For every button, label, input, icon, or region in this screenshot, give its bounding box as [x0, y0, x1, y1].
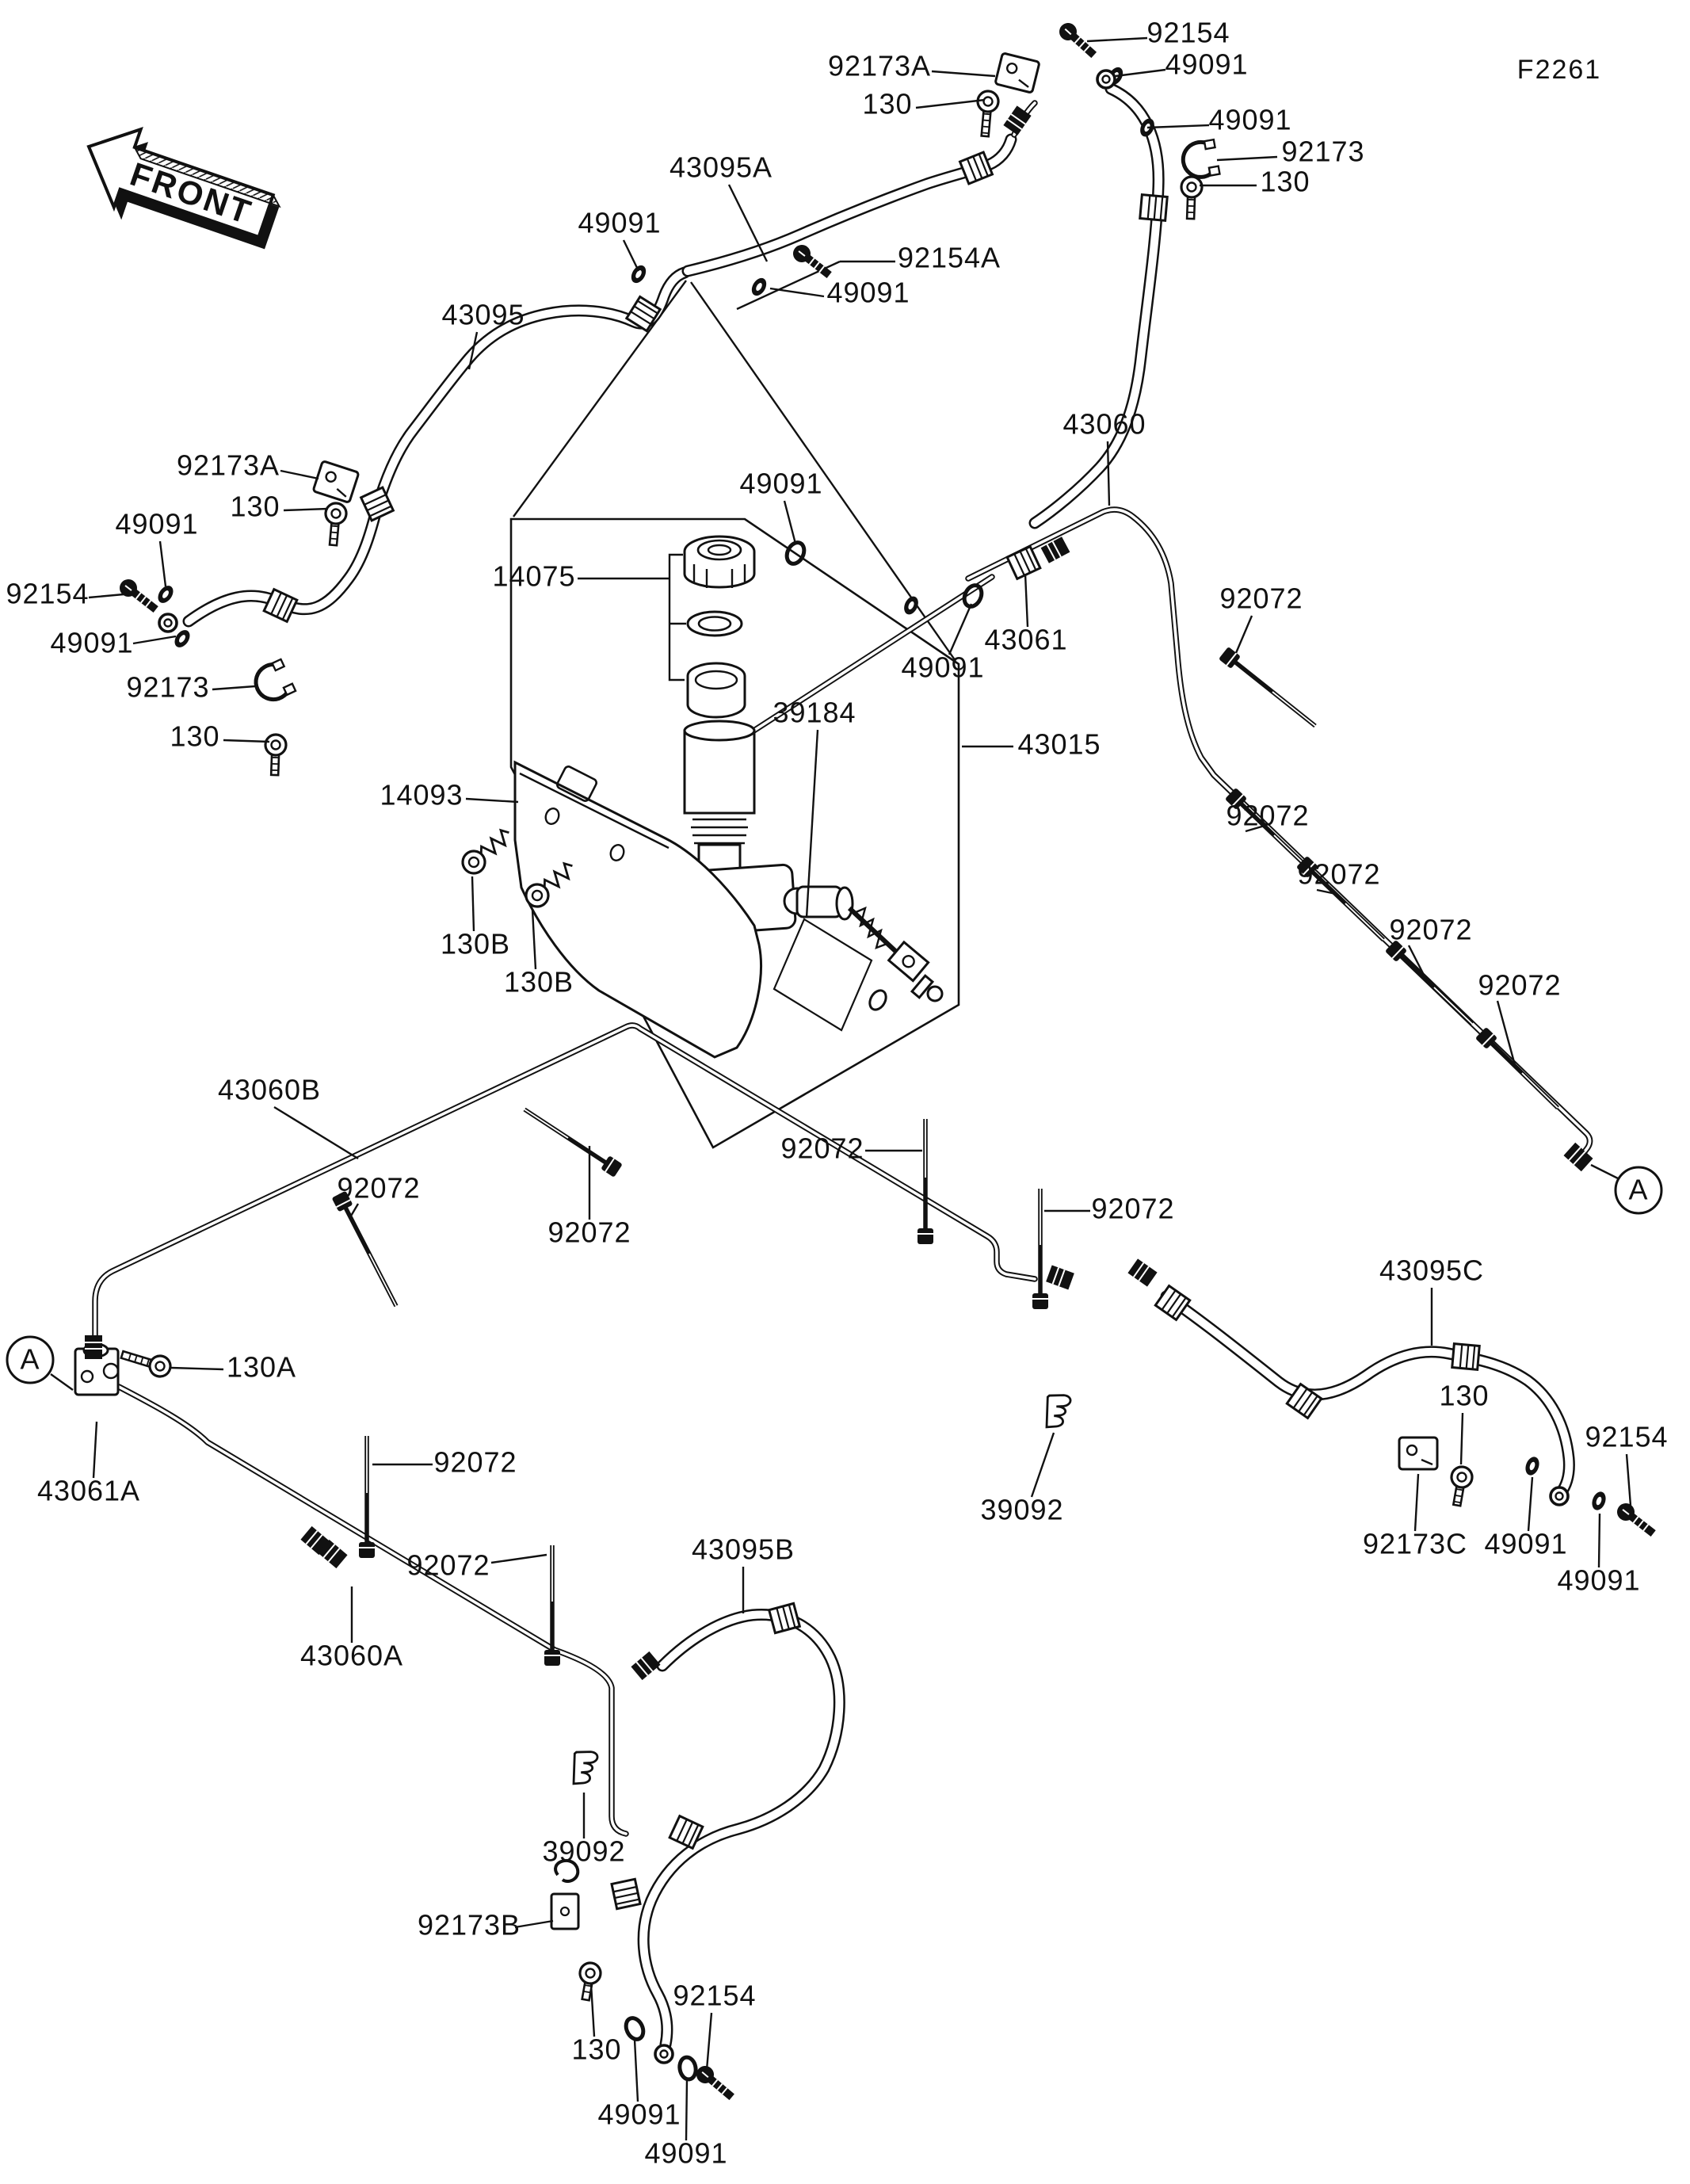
- leader-line: [274, 1107, 358, 1159]
- brake-hose-top-right: [1035, 89, 1158, 523]
- joint-kit-39184-box: [774, 919, 872, 1030]
- leader-line: [770, 288, 824, 296]
- part-label-43095: 43095: [441, 298, 525, 331]
- front-label: FRONT: [125, 155, 258, 232]
- part-label-49091: 49091: [1484, 1527, 1568, 1560]
- nutb-glyph: [1127, 1258, 1157, 1286]
- leader-line: [1087, 38, 1147, 41]
- washer-glyph: [902, 594, 921, 617]
- part-label-92173A: 92173A: [176, 449, 280, 482]
- part-label-49091: 49091: [739, 467, 823, 500]
- brake-pipe-43060B: [95, 1025, 1035, 1339]
- cclamp-glyph: [1181, 139, 1220, 180]
- part-label-39092: 39092: [980, 1493, 1064, 1526]
- part-label-92154: 92154: [6, 577, 90, 610]
- part-label-14075: 14075: [492, 559, 576, 593]
- part-label-43060A: 43060A: [299, 1639, 404, 1672]
- part-label-43095C: 43095C: [1379, 1254, 1485, 1287]
- collar-glyph: [612, 1879, 640, 1909]
- leader-line: [591, 1984, 594, 2037]
- leader-line: [1147, 125, 1209, 128]
- hook-glyph: [551, 1861, 578, 1929]
- part-label-92072: 92072: [1091, 1192, 1175, 1225]
- bracketp-glyph: [313, 461, 359, 503]
- banjo-glyph: [655, 2045, 673, 2063]
- leader-line: [916, 100, 985, 108]
- leader-line: [784, 501, 795, 544]
- part-label-92072: 92072: [337, 1171, 421, 1205]
- leader-line: [1528, 1477, 1532, 1531]
- leader-line: [89, 594, 124, 598]
- leader-line: [1032, 1433, 1054, 1497]
- leader-line: [1415, 1474, 1418, 1531]
- leader-line: [1461, 1413, 1463, 1464]
- bolt-glyph: [1447, 1465, 1474, 1507]
- part-label-92173C: 92173C: [1362, 1527, 1468, 1560]
- springbolt-glyph: [458, 824, 516, 878]
- bracketp-glyph: [1399, 1438, 1437, 1469]
- oring-glyph: [678, 2056, 698, 2080]
- cable-tie-92072: [917, 1119, 933, 1244]
- part-label-92173: 92173: [1281, 135, 1365, 168]
- brake-hose-43095C: [1166, 1296, 1569, 1493]
- bolt-glyph: [975, 90, 999, 137]
- screwb-glyph: [693, 2063, 738, 2104]
- bracketp-glyph: [995, 53, 1040, 93]
- leader-line: [624, 240, 639, 271]
- part-label-92154: 92154: [673, 1979, 757, 2012]
- cclamp-glyph: [250, 659, 296, 705]
- leader-line: [635, 2040, 638, 2102]
- cable-tie-92072: [1475, 1027, 1558, 1108]
- part-label-49091: 49091: [1208, 103, 1292, 136]
- part-label-92173: 92173: [126, 670, 210, 704]
- leader-line: [93, 1422, 97, 1478]
- banjo-glyph: [1097, 71, 1115, 88]
- washer-glyph: [628, 263, 649, 286]
- part-label-49091: 49091: [644, 2136, 728, 2170]
- cable-tie-92072: [525, 1109, 623, 1178]
- cable-tie-92072: [1032, 1189, 1048, 1309]
- part-label-43095A: 43095A: [669, 151, 773, 184]
- oring-glyph: [961, 582, 985, 609]
- part-label-92154: 92154: [1146, 16, 1230, 49]
- eclip-glyph: [1045, 1394, 1071, 1429]
- leader-line: [515, 1921, 553, 1927]
- brake-pipe-43060A: [119, 1387, 626, 1834]
- part-label-39184: 39184: [773, 696, 856, 729]
- nutb-glyph: [1046, 1266, 1074, 1290]
- collar-glyph: [1452, 1344, 1479, 1370]
- collar-glyph: [769, 1603, 800, 1632]
- part-label-43061A: 43061A: [36, 1474, 141, 1507]
- leader-line: [223, 740, 269, 742]
- cable-tie-92072: [1219, 647, 1315, 726]
- part-label-43060: 43060: [1062, 407, 1146, 441]
- bolt-glyph: [265, 735, 287, 776]
- leader-line: [1627, 1454, 1631, 1506]
- banjo-glyph: [1551, 1487, 1568, 1505]
- figure-code: F2261: [1516, 54, 1602, 85]
- bolt-glyph: [1181, 177, 1203, 220]
- leader-line: [1116, 70, 1165, 76]
- part-label-43015: 43015: [1017, 727, 1101, 761]
- leader-line: [1025, 574, 1028, 627]
- leader-line: [1599, 1514, 1600, 1567]
- part-label-43061: 43061: [984, 623, 1068, 656]
- part-label-92072: 92072: [547, 1216, 631, 1249]
- part-label-43095B: 43095B: [691, 1533, 795, 1566]
- part-label-130: 130: [862, 87, 913, 120]
- part-label-92072: 92072: [1226, 799, 1310, 832]
- part-label-49091: 49091: [50, 626, 134, 659]
- washer-glyph: [1523, 1455, 1541, 1477]
- leader-line: [491, 1555, 547, 1563]
- annotation-layer: [6, 17, 1668, 2170]
- leader-line: [466, 799, 518, 802]
- part-label-49091: 49091: [826, 276, 910, 309]
- part-label-49091: 49091: [1557, 1564, 1641, 1597]
- part-label-92072: 92072: [406, 1548, 490, 1582]
- eclip-glyph: [572, 1751, 598, 1785]
- leader-line: [212, 686, 255, 689]
- collar-glyph: [1007, 547, 1040, 579]
- nutb-glyph: [85, 1335, 102, 1359]
- part-label-130: 130: [230, 490, 280, 523]
- leader-line: [1236, 616, 1252, 653]
- part-label-49091: 49091: [578, 206, 662, 239]
- front-direction-arrow: [70, 115, 288, 267]
- leader-line: [133, 636, 176, 643]
- leader-line: [284, 509, 328, 510]
- nutb-glyph: [631, 1651, 660, 1680]
- oring-glyph: [623, 2015, 647, 2042]
- leader-line: [532, 910, 536, 969]
- part-label-92173A: 92173A: [827, 49, 932, 82]
- collar-glyph: [361, 487, 394, 521]
- part-label-49091: 49091: [1165, 48, 1249, 81]
- collar-glyph: [1140, 195, 1167, 221]
- svg-text:A: A: [20, 1342, 40, 1376]
- part-label-130B: 130B: [440, 927, 511, 960]
- cable-tie-92072: [1385, 940, 1472, 1024]
- part-label-92154: 92154: [1585, 1420, 1669, 1453]
- washer-glyph: [1589, 1490, 1608, 1512]
- part-label-92072: 92072: [1219, 582, 1303, 615]
- washer-glyph: [172, 628, 193, 651]
- bolt-glyph: [575, 1961, 602, 2002]
- part-label-43060B: 43060B: [217, 1073, 322, 1106]
- leader-line: [707, 2013, 711, 2070]
- part-label-92072: 92072: [1389, 913, 1473, 946]
- leader-line: [472, 876, 474, 931]
- part-label-130: 130: [170, 720, 220, 753]
- part-label-92072: 92072: [780, 1132, 864, 1165]
- svg-text:A: A: [1628, 1173, 1649, 1206]
- part-label-49091: 49091: [597, 2098, 681, 2131]
- leader-line: [949, 604, 971, 655]
- axis-lines: [513, 262, 956, 661]
- part-label-130A: 130A: [226, 1350, 297, 1384]
- bolt-glyph: [119, 1345, 173, 1379]
- leader-line: [932, 71, 995, 76]
- part-label-14093: 14093: [380, 778, 464, 811]
- part-label-92173B: 92173B: [417, 1908, 521, 1942]
- banjo-glyph: [159, 614, 177, 632]
- cable-tie-92072: [332, 1191, 396, 1306]
- leader-line: [350, 1204, 358, 1217]
- part-label-130: 130: [571, 2033, 622, 2066]
- collar-glyph: [960, 152, 993, 184]
- leader-line: [171, 1368, 223, 1369]
- part-label-92072: 92072: [1478, 968, 1562, 1002]
- brake-hose-43095: [189, 273, 685, 621]
- part-label-92072: 92072: [1297, 857, 1381, 891]
- part-label-130: 130: [1439, 1379, 1490, 1412]
- part-label-49091: 49091: [115, 507, 199, 540]
- screwb-glyph: [1614, 1500, 1659, 1541]
- part-label-130: 130: [1260, 165, 1310, 198]
- part-label-49091: 49091: [901, 651, 985, 684]
- view-ref-circle-A: [7, 1337, 73, 1390]
- leader-line: [160, 541, 166, 586]
- view-ref-circle-A: [1591, 1165, 1661, 1213]
- screwb-glyph: [116, 576, 162, 617]
- part-label-130B: 130B: [503, 965, 574, 998]
- leader-line: [686, 2079, 687, 2140]
- part-label-92072: 92072: [433, 1445, 517, 1479]
- part-label-39092: 39092: [542, 1835, 626, 1868]
- leader-line: [1217, 157, 1277, 160]
- part-label-92154A: 92154A: [897, 241, 1001, 274]
- leader-line: [280, 471, 319, 479]
